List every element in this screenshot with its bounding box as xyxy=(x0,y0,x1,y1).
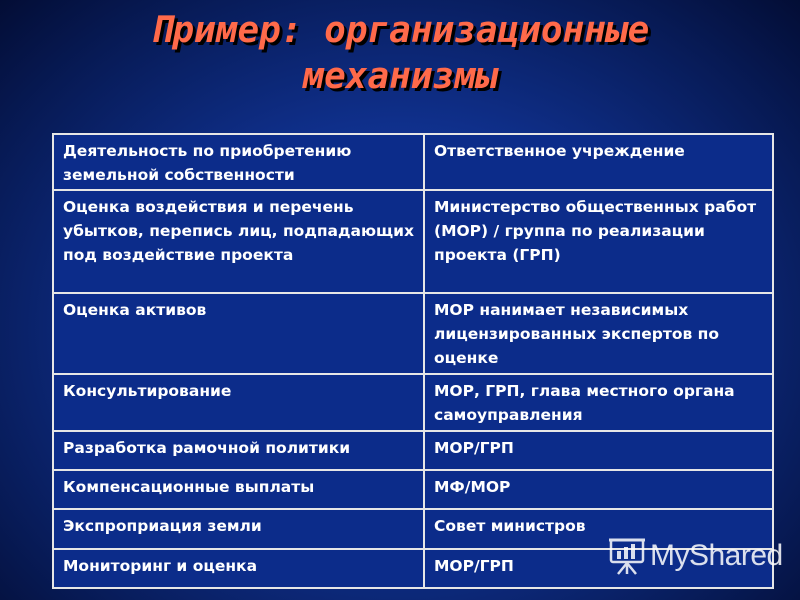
table-cell-activity: Деятельность по приобретению земельной собственности xyxy=(53,134,424,190)
slide-title-line-1: Пример: организационные xyxy=(150,10,650,51)
table-cell-activity: Экспроприация земли xyxy=(53,509,424,548)
table-cell-activity: Компенсационные выплаты xyxy=(53,470,424,509)
table-cell-responsible: МОР, ГРП, глава местного органа самоуправления xyxy=(424,374,773,430)
table-cell-responsible: Ответственное учреждение xyxy=(424,134,773,190)
table-cell-activity: Оценка воздействия и перечень убытков, перепись лиц, подпадающих под воздействие проекта xyxy=(53,190,424,293)
mechanisms-table xyxy=(52,133,774,589)
table-cell-activity: Консультирование xyxy=(53,374,424,430)
table-cell-responsible: МОР/ГРП xyxy=(424,431,773,470)
table-cell-activity: Мониторинг и оценка xyxy=(53,549,424,588)
table-cell-activity: Оценка активов xyxy=(53,293,424,374)
watermark-text: MyShared xyxy=(650,539,783,572)
slide-title xyxy=(0,8,800,100)
table-cell-responsible: МФ/МОР xyxy=(424,470,773,509)
watermark xyxy=(608,534,783,578)
table-row xyxy=(53,190,773,293)
table-cell-activity: Разработка рамочной политики xyxy=(53,431,424,470)
table-cell-responsible: МОР нанимает независимых лицензированных экспертов по оценке xyxy=(424,293,773,374)
presentation-board-icon xyxy=(608,536,646,576)
table-row xyxy=(53,431,773,470)
mechanisms-table-container xyxy=(52,133,774,589)
table-cell-responsible: Совет министров xyxy=(424,509,773,548)
table-row xyxy=(53,293,773,374)
slide-title-line-2: механизмы xyxy=(302,56,498,97)
table-row xyxy=(53,374,773,430)
table-cell-responsible: Министерство общественных работ (МОР) / группа по реализации проекта (ГРП) xyxy=(424,190,773,293)
table-cell-responsible: МОР/ГРП xyxy=(424,549,773,588)
table-row xyxy=(53,134,773,190)
table-row xyxy=(53,470,773,509)
